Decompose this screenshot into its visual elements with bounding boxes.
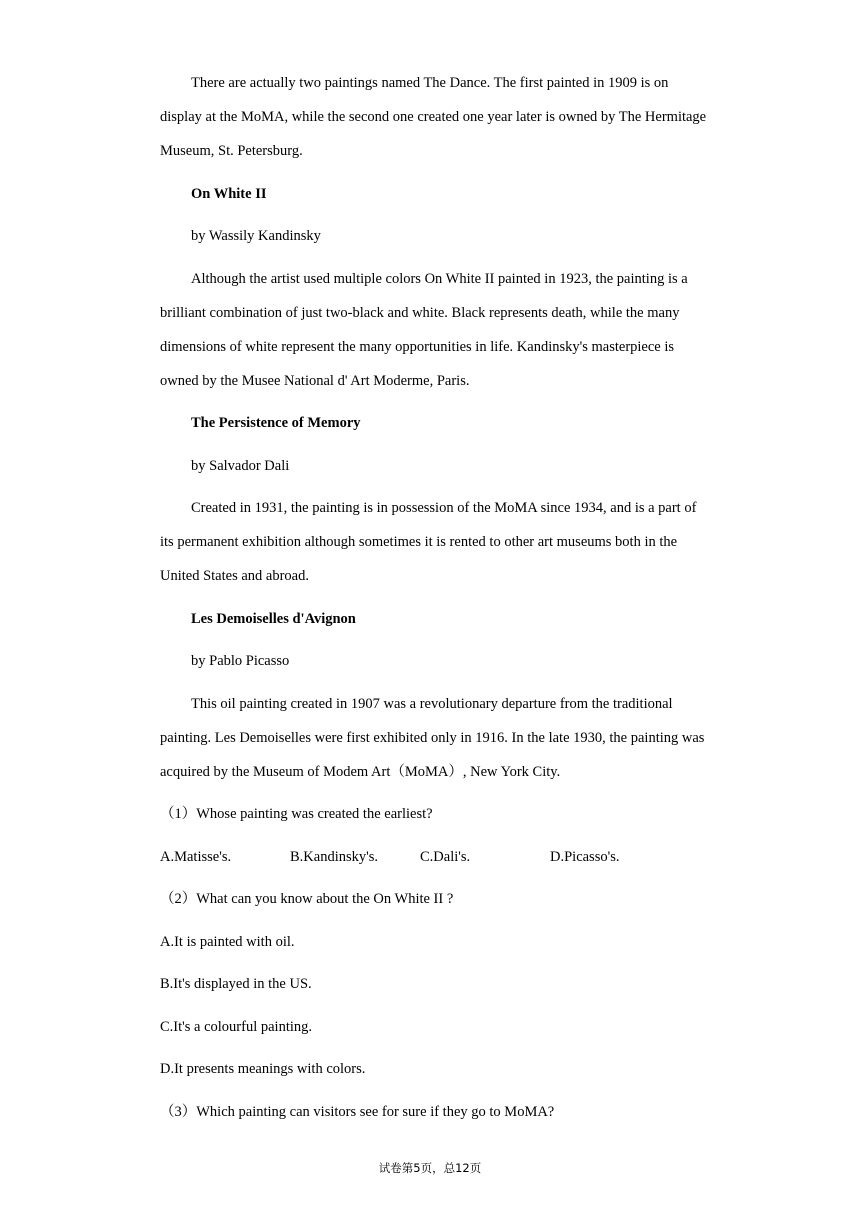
section-demoiselles [160, 604, 740, 800]
option-d[interactable]: D.Picasso's. [550, 848, 620, 865]
option-a[interactable]: A.Matisse's. [160, 848, 232, 865]
paragraph-line: acquired by the Museum of Modem Art（MoMA）, New York City. [160, 763, 561, 780]
paragraph-line: brilliant combination of just two-black and white. Black represents death, while the many [160, 304, 680, 321]
question-1 [160, 799, 740, 884]
paragraph-line: its permanent exhibition although sometimes it is rented to other art museums both in the [160, 534, 678, 550]
paragraph-line: This oil painting created in 1907 was a revolutionary departure from the traditional [191, 695, 673, 712]
paragraph-line: Museum, St. Petersburg. [160, 143, 303, 159]
painting-title: Les Demoiselles d'Avignon [191, 610, 356, 627]
paragraph-line: painting. Les Demoiselles were first exhibited only in 1916. In the late 1930, the painting was [160, 729, 705, 746]
section-on-white [160, 179, 740, 409]
answer-options [160, 842, 740, 885]
dance-paragraph [160, 68, 740, 179]
option-a[interactable]: A.It is painted with oil. [160, 933, 295, 950]
paragraph-line: Although the artist used multiple colors On White II painted in 1923, the painting is a [191, 270, 688, 287]
question-text: （2）What can you know about the On White II ? [160, 891, 454, 907]
option-c[interactable]: C.Dali's. [420, 848, 471, 865]
section-persistence [160, 408, 740, 604]
paragraph-line: United States and abroad. [160, 568, 309, 584]
page-footer: 试卷第5页，总12页 [378, 1161, 482, 1175]
document-body [160, 68, 740, 1139]
option-d[interactable]: D.It presents meanings with colors. [160, 1061, 366, 1077]
paragraph-line: There are actually two paintings named The Dance. The first painted in 1909 is on [191, 75, 669, 91]
painting-title: The Persistence of Memory [191, 415, 361, 431]
paragraph-line: Created in 1931, the painting is in possession of the MoMA since 1934, and is a part of [191, 500, 697, 516]
painting-author: by Salvador Dali [191, 457, 290, 474]
question-2 [160, 884, 740, 1097]
question-text: （1）Whose painting was created the earliest? [160, 806, 433, 822]
option-b[interactable]: B.Kandinsky's. [290, 848, 379, 865]
paragraph-line: owned by the Musee National d' Art Moderme, Paris. [160, 372, 470, 389]
option-c[interactable]: C.It's a colourful painting. [160, 1018, 313, 1035]
question-3 [160, 1097, 740, 1140]
paragraph-line: dimensions of white represent the many opportunities in life. Kandinsky's masterpiece is [160, 338, 675, 355]
painting-title: On White II [191, 185, 267, 202]
paragraph-line: display at the MoMA, while the second one created one year later is owned by The Hermitage [160, 109, 707, 125]
question-text: （3）Which painting can visitors see for sure if they go to MoMA? [160, 1103, 555, 1120]
painting-author: by Pablo Picasso [191, 653, 290, 669]
painting-author: by Wassily Kandinsky [191, 228, 321, 244]
option-b[interactable]: B.It's displayed in the US. [160, 976, 312, 992]
